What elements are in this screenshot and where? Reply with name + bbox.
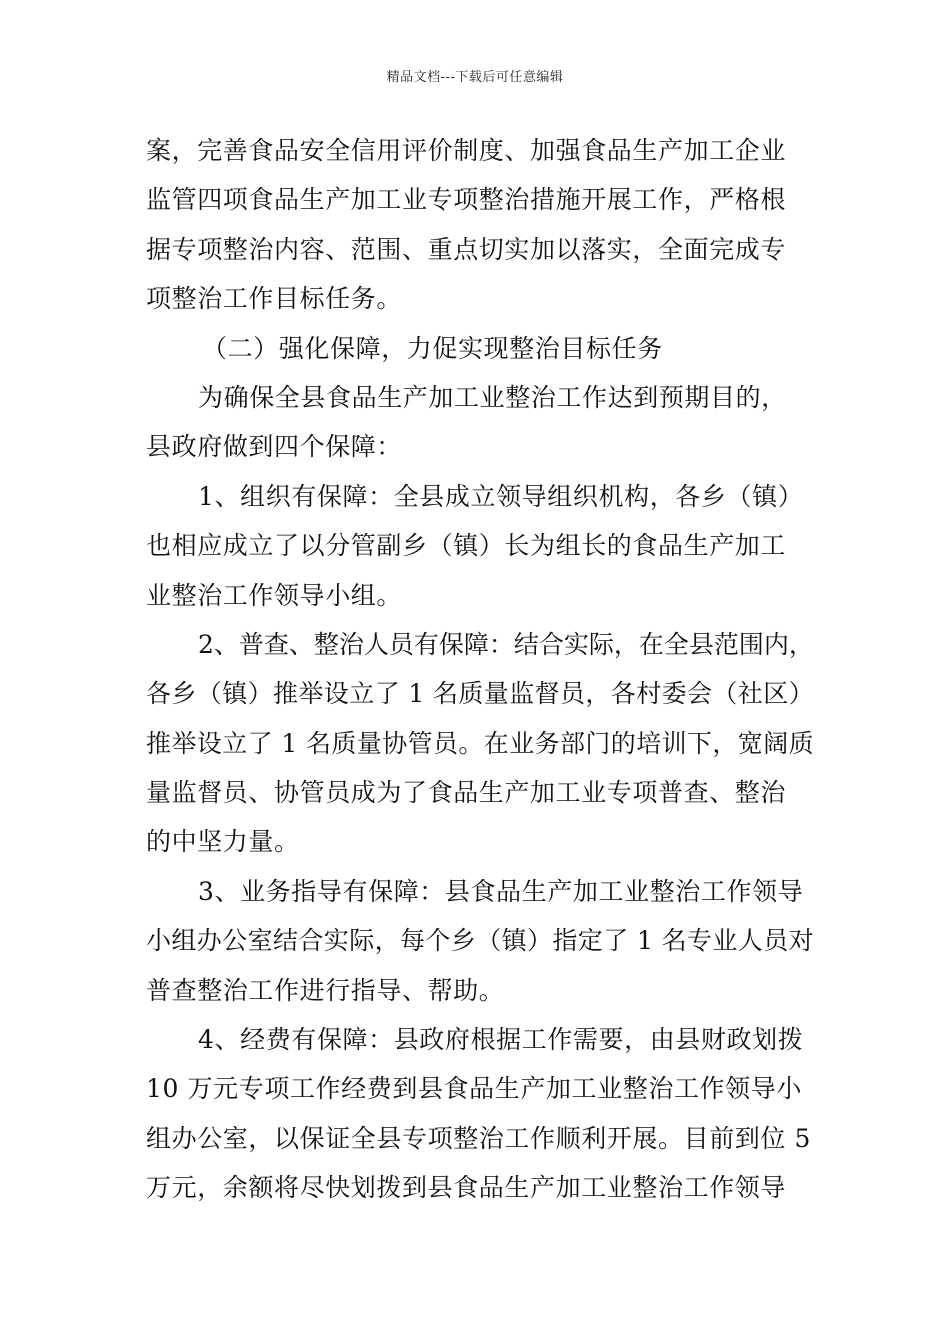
text-line: 量监督员、协管员成为了食品生产加工业专项普查、整治 — [146, 778, 787, 808]
text-line: 业整治工作领导小组。 — [146, 580, 403, 610]
text-line: 据专项整治内容、范围、重点切实加以落实，全面完成专 — [146, 234, 787, 264]
text-line: 也相应成立了以分管副乡（镇）长为组长的食品生产加工 — [146, 531, 787, 561]
text-line: 为确保全县食品生产加工业整治工作达到预期目的， — [198, 382, 787, 412]
text-line: 各乡（镇）推举设立了 1 名质量监督员，各村委会（社区） — [146, 679, 815, 709]
text-line: （二）强化保障，力促实现整治目标任务 — [202, 333, 663, 363]
text-line: 组办公室，以保证全县专项整治工作顺利开展。目前到位 5 — [146, 1123, 812, 1153]
text-line: 县政府做到四个保障： — [146, 432, 403, 462]
text-line: 监管四项食品生产加工业专项整治措施开展工作，严格根 — [146, 185, 787, 215]
text-line: 4、经费有保障：县政府根据工作需要，由县财政划拨 — [198, 1025, 804, 1055]
text-line: 推举设立了 1 名质量协管员。在业务部门的培训下，宽阔质 — [146, 728, 815, 758]
text-line: 3、业务指导有保障：县食品生产加工业整治工作领导 — [198, 876, 804, 906]
text-line: 项整治工作目标任务。 — [146, 284, 403, 314]
text-line: 案，完善食品安全信用评价制度、加强食品生产加工企业 — [146, 136, 787, 165]
text-line: 2、普查、整治人员有保障：结合实际，在全县范围内， — [198, 629, 814, 659]
text-line: 1、组织有保障：全县成立领导组织机构，各乡（镇） — [198, 481, 804, 511]
text-line: 10 万元专项工作经费到县食品生产加工业整治工作领导小 — [146, 1074, 802, 1104]
page-header: 精品文档---下载后可任意编辑 — [386, 70, 564, 85]
text-line: 普查整治工作进行指导、帮助。 — [146, 975, 505, 1005]
text-line: 小组办公室结合实际，每个乡（镇）指定了 1 名专业人员对 — [146, 926, 815, 956]
text-line: 的中坚力量。 — [146, 827, 300, 857]
document-body — [146, 126, 816, 1213]
text-line: 万元，余额将尽快划拨到县食品生产加工业整治工作领导 — [146, 1173, 787, 1203]
